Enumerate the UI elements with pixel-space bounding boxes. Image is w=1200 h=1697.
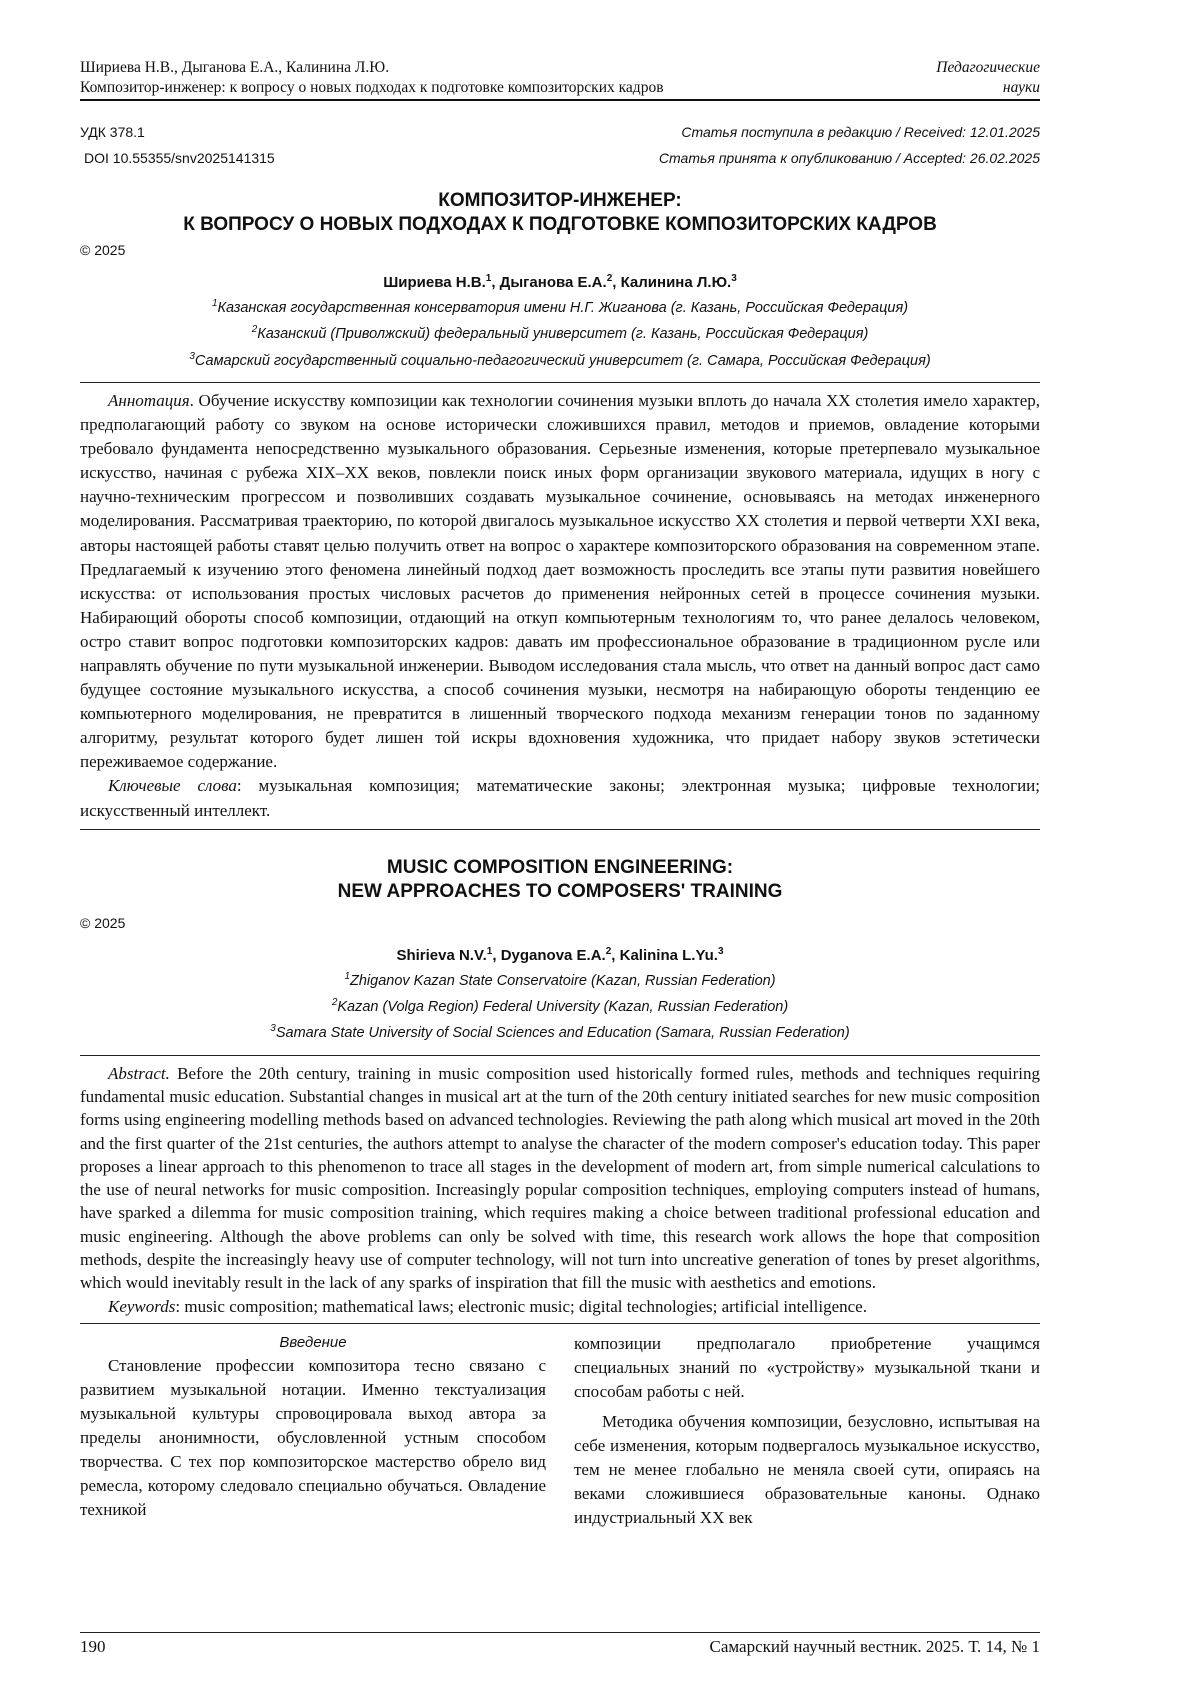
- author-sup: 1: [486, 273, 492, 284]
- author-sup: 2: [606, 946, 612, 957]
- intro-heading: Введение: [80, 1332, 546, 1354]
- page-footer: [80, 1636, 1040, 1658]
- body-paragraph: Методика обучения композиции, безусловно, испытывая на себе изменения, которым подвергалось музыкальное искусство, тем не менее глобально не меняла своей сути, опираясь на веками сложившиеся образовательные каноны. Однако индустриальный XX век: [574, 1410, 1040, 1530]
- en-abstract: [80, 1062, 1040, 1295]
- en-title-line-1: MUSIC COMPOSITION ENGINEERING:: [80, 856, 1040, 880]
- affiliation: 2Kazan (Volga Region) Federal University (Kazan, Russian Federation): [80, 992, 1040, 1018]
- running-header-section-2: науки: [936, 78, 1040, 98]
- en-keywords-label: Keywords: [108, 1297, 175, 1316]
- en-affiliations: [80, 966, 1040, 1045]
- body-column-left: [80, 1332, 546, 1530]
- received-date: Статья поступила в редакцию / Received: 12.01.2025: [659, 119, 1040, 145]
- en-title: [80, 856, 1040, 904]
- author-sup: 1: [487, 946, 493, 957]
- author-sup: 3: [718, 946, 724, 957]
- footer-rule: [80, 1632, 1040, 1633]
- page-number: 190: [80, 1636, 106, 1658]
- en-abstract-label: Abstract.: [108, 1064, 170, 1083]
- affiliation: 3Samara State University of Social Sciences and Education (Samara, Russian Federation): [80, 1018, 1040, 1044]
- running-header-section: Педагогические: [936, 58, 1040, 78]
- en-authors: Shirieva N.V.1, Dyganova E.A.2, Kalinina L.Yu.3: [80, 942, 1040, 966]
- en-abstract-rule-top: [80, 1055, 1040, 1056]
- ru-keywords-text: : музыкальная композиция; математические законы; электронная музыка; цифровые технологии; искусственный интеллект.: [80, 776, 1040, 819]
- ru-title-line-2: К ВОПРОСУ О НОВЫХ ПОДХОДАХ К ПОДГОТОВКЕ КОМПОЗИТОРСКИХ КАДРОВ: [80, 213, 1040, 237]
- author-name: Shirieva N.V.: [396, 947, 486, 964]
- author-sup: 2: [607, 273, 613, 284]
- ru-title-line-1: КОМПОЗИТОР-ИНЖЕНЕР:: [80, 189, 1040, 213]
- article-page: [80, 58, 1040, 1530]
- affiliation: 1Казанская государственная консерватория имени Н.Г. Жиганова (г. Казань, Российская Федерация): [80, 293, 1040, 319]
- affiliation: 1Zhiganov Kazan State Conservatoire (Kazan, Russian Federation): [80, 966, 1040, 992]
- author-name: Шириева Н.В.: [383, 274, 486, 291]
- accepted-date: Статья принята к опубликованию / Accepted: 26.02.2025: [659, 145, 1040, 171]
- en-abstract-rule-bottom: [80, 1323, 1040, 1324]
- body-column-right: [574, 1332, 1040, 1530]
- ru-abstract-rule-bottom: [80, 829, 1040, 830]
- running-header: [80, 58, 1040, 98]
- ru-abstract-rule-top: [80, 382, 1040, 383]
- ru-keywords-label: Ключевые слова: [108, 776, 237, 795]
- running-header-title: Композитор-инженер: к вопросу о новых подходах к подготовке композиторских кадров: [80, 78, 664, 98]
- body-paragraph: Становление профессии композитора тесно связано с развитием музыкальной нотации. Именно текстуализация музыкальной культуры спровоцировала выход автора за пределы анонимности, обусловленной устным способом творчества. С тех пор композиторское мастерство обрело вид ремесла, которому следовало специально обучаться. Овладение техникой: [80, 1354, 546, 1522]
- affiliation: 2Казанский (Приволжский) федеральный университет (г. Казань, Российская Федерация): [80, 319, 1040, 345]
- header-rule: [80, 99, 1040, 101]
- en-copyright: © 2025: [80, 914, 1040, 932]
- body-columns: [80, 1332, 1040, 1530]
- author-name: Dyganova E.A.: [501, 947, 606, 964]
- ru-affiliations: [80, 293, 1040, 372]
- doi: DOI 10.55355/snv2025141315: [80, 145, 275, 171]
- ru-abstract: [80, 389, 1040, 775]
- author-name: Калинина Л.Ю.: [621, 274, 732, 291]
- udk-code: УДК 378.1: [80, 119, 275, 145]
- en-title-line-2: NEW APPROACHES TO COMPOSERS' TRAINING: [80, 880, 1040, 904]
- affiliation: 3Самарский государственный социально-педагогический университет (г. Самара, Российская Федерация): [80, 346, 1040, 372]
- en-keywords-text: : music composition; mathematical laws; electronic music; digital technologies; artificial intelligence.: [175, 1297, 867, 1316]
- journal-citation: Самарский научный вестник. 2025. Т. 14, № 1: [710, 1636, 1041, 1658]
- author-name: Дыганова Е.А.: [500, 274, 607, 291]
- ru-abstract-text: . Обучение искусству композиции как технологии сочинения музыки вплоть до начала XX столетия имело характер, предполагающий работу со звуком на основе исторически сложившихся правил, методов и приемов, овладение которыми требовало фундамента непосредственно музыкального образования. Серьезные изменения, которые претерпевало музыкальное искусство, начиная с рубежа XIX–XX веков, повлекли поиск иных форм организации звукового материала, идущих в ногу с научно-техническим прогрессом и позволивших создавать музыкальное сочинение, основываясь на методах инженерного моделирования. Рассматривая траекторию, по которой двигалось музыкальное искусство XX столетия и первой четверти XXI века, авторы настоящей работы ставят целью получить ответ на вопрос о характере композиторского образования на современном этапе. Предлагаемый к изучению этого феномена линейный подход дает возможность проследить все этапы пути развития новейшего искусства: от использования простых числовых расчетов до применения нейронных сетей в процессе сочинения музыки. Набирающий обороты способ композиции, отдающий на откуп компьютерным технологиям то, что ранее делалось человеком, остро ставит вопрос подготовки композиторских кадров: давать им профессиональное образование в традиционном русле или направлять обучение по пути музыкальной инженерии. Выводом исследования стала мысль, что ответ на данный вопрос даст само будущее состояние музыкального искусства, а способ сочинения музыки, несмотря на набирающую обороты тенденцию ее компьютерного моделирования, не превратится в лишенный творческого подхода механизм генерации тонов по заданному алгоритму, результат которого будет лишен той искры вдохновения художника, что придает набору звуков эстетически переживаемое содержание.: [80, 391, 1040, 771]
- ru-authors: Шириева Н.В.1, Дыганова Е.А.2, Калинина Л.Ю.3: [80, 269, 1040, 293]
- ru-copyright: © 2025: [80, 241, 1040, 259]
- author-name: Kalinina L.Yu.: [620, 947, 718, 964]
- en-keywords: [80, 1295, 1040, 1319]
- article-meta: [80, 119, 1040, 171]
- body-paragraph: композиции предполагало приобретение учащимся специальных знаний по «устройству» музыкальной ткани и способам работы с ней.: [574, 1332, 1040, 1404]
- ru-keywords: [80, 774, 1040, 822]
- en-abstract-text: Before the 20th century, training in music composition used historically formed rules, methods and techniques requiring fundamental music education. Substantial changes in musical art at the turn of the 20th century initiated searches for new music composition forms using engineering modelling methods based on advanced technologies. Reviewing the path along which musical art moved in the 20th and the first quarter of the 21st centuries, the authors attempt to analyse the character of the modern composer's education today. This paper proposes a linear approach to this phenomenon to trace all stages in the development of modern art, from simple numerical calculations to the use of neural networks for music composition. Increasingly popular composition techniques, employing computers instead of humans, have sparked a dilemma for music composition training, which requires making a choice between traditional professional education and music engineering. Although the above problems can only be solved with time, this research work allows the hope that composition methods, despite the increasingly heavy use of computer technology, will not turn into uncreative generation of tones by preset algorithms, which would inevitably result in the lack of any sparks of inspiration that fill the music with aesthetics and emotions.: [80, 1064, 1040, 1293]
- ru-title: [80, 189, 1040, 237]
- ru-abstract-label: Аннотация: [108, 391, 190, 410]
- author-sup: 3: [731, 273, 737, 284]
- running-header-authors: Шириева Н.В., Дыганова Е.А., Калинина Л.Ю.: [80, 58, 664, 78]
